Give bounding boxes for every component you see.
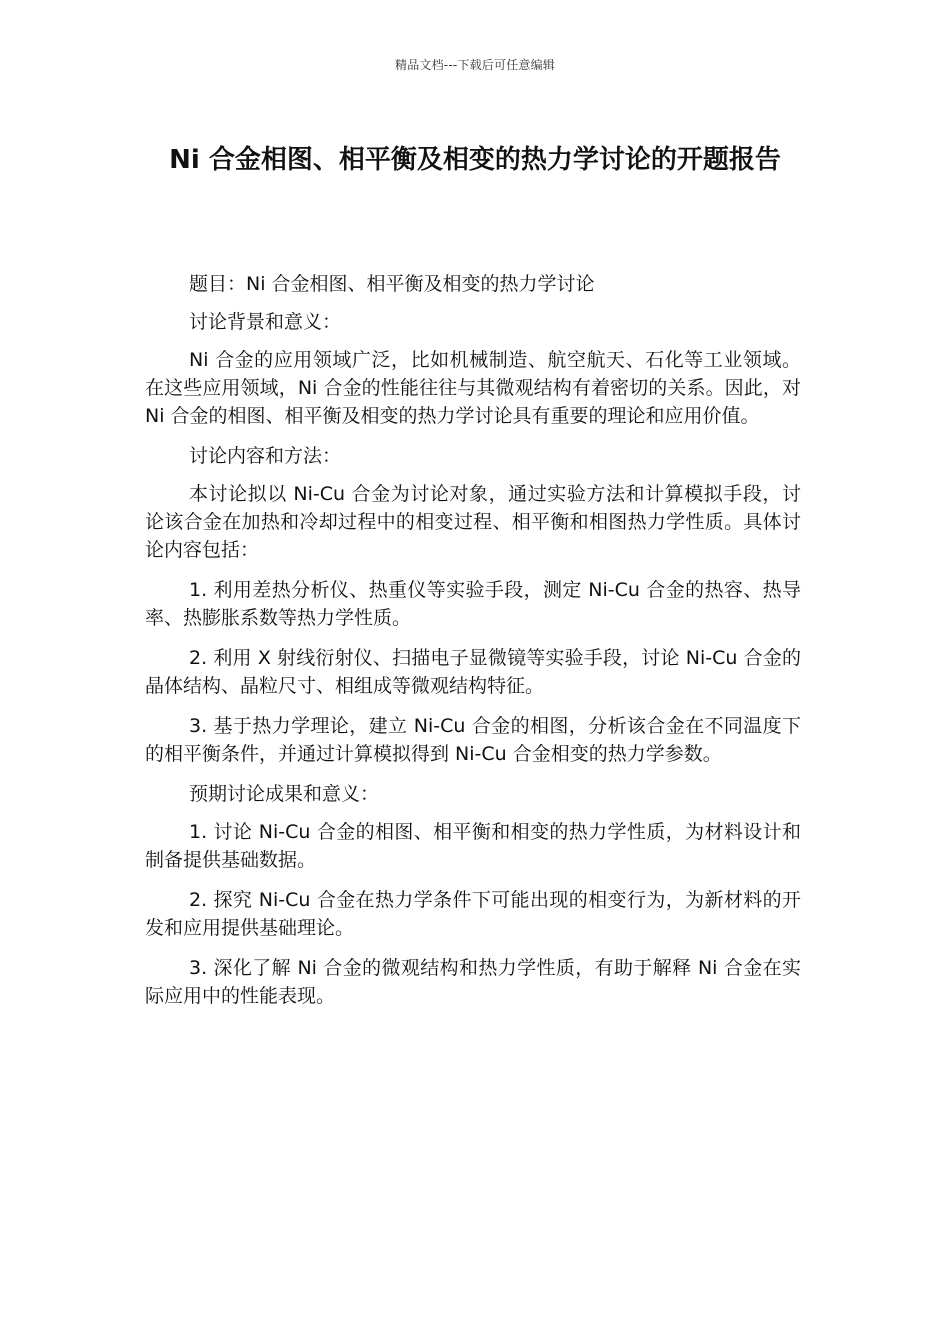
topic-line: 题目：Ni 合金相图、相平衡及相变的热力学讨论 — [189, 273, 595, 295]
methods-item-2: 2. 利用 X 射线衍射仪、扫描电子显微镜等实验手段，讨论 Ni-Cu 合金的晶体结构、晶粒尺寸、相组成等微观结构特征。 — [145, 647, 801, 697]
outcomes-heading: 预期讨论成果和意义： — [189, 783, 380, 805]
outcomes-item-3: 3. 深化了解 Ni 合金的微观结构和热力学性质，有助于解释 Ni 合金在实际应用中的性能表现。 — [145, 957, 801, 1007]
document-title: Ni 合金相图、相平衡及相变的热力学讨论的开题报告 — [169, 145, 781, 175]
methods-item-3: 3. 基于热力学理论，建立 Ni-Cu 合金的相图，分析该合金在不同温度下的相平衡条件，并通过计算模拟得到 Ni-Cu 合金相变的热力学参数。 — [145, 715, 801, 765]
methods-heading: 讨论内容和方法： — [189, 445, 342, 467]
outcomes-item-2: 2. 探究 Ni-Cu 合金在热力学条件下可能出现的相变行为，为新材料的开发和应用提供基础理论。 — [145, 889, 801, 939]
page-header-note: 精品文档---下载后可任意编辑 — [395, 58, 555, 72]
background-paragraph: Ni 合金的应用领域广泛，比如机械制造、航空航天、石化等工业领域。在这些应用领域，Ni 合金的性能往往与其微观结构有着密切的关系。因此，对 Ni 合金的相图、相平衡及相变的热力学讨论具有重要的理论和应用价值。 — [145, 349, 801, 427]
background-heading: 讨论背景和意义： — [189, 311, 342, 333]
document-body — [145, 270, 801, 1022]
outcomes-item-1: 1. 讨论 Ni-Cu 合金的相图、相平衡和相变的热力学性质，为材料设计和制备提供基础数据。 — [145, 821, 801, 871]
methods-intro-paragraph: 本讨论拟以 Ni-Cu 合金为讨论对象，通过实验方法和计算模拟手段，讨论该合金在加热和冷却过程中的相变过程、相平衡和相图热力学性质。具体讨论内容包括： — [145, 483, 801, 561]
methods-item-1: 1. 利用差热分析仪、热重仪等实验手段，测定 Ni-Cu 合金的热容、热导率、热膨胀系数等热力学性质。 — [145, 579, 801, 629]
